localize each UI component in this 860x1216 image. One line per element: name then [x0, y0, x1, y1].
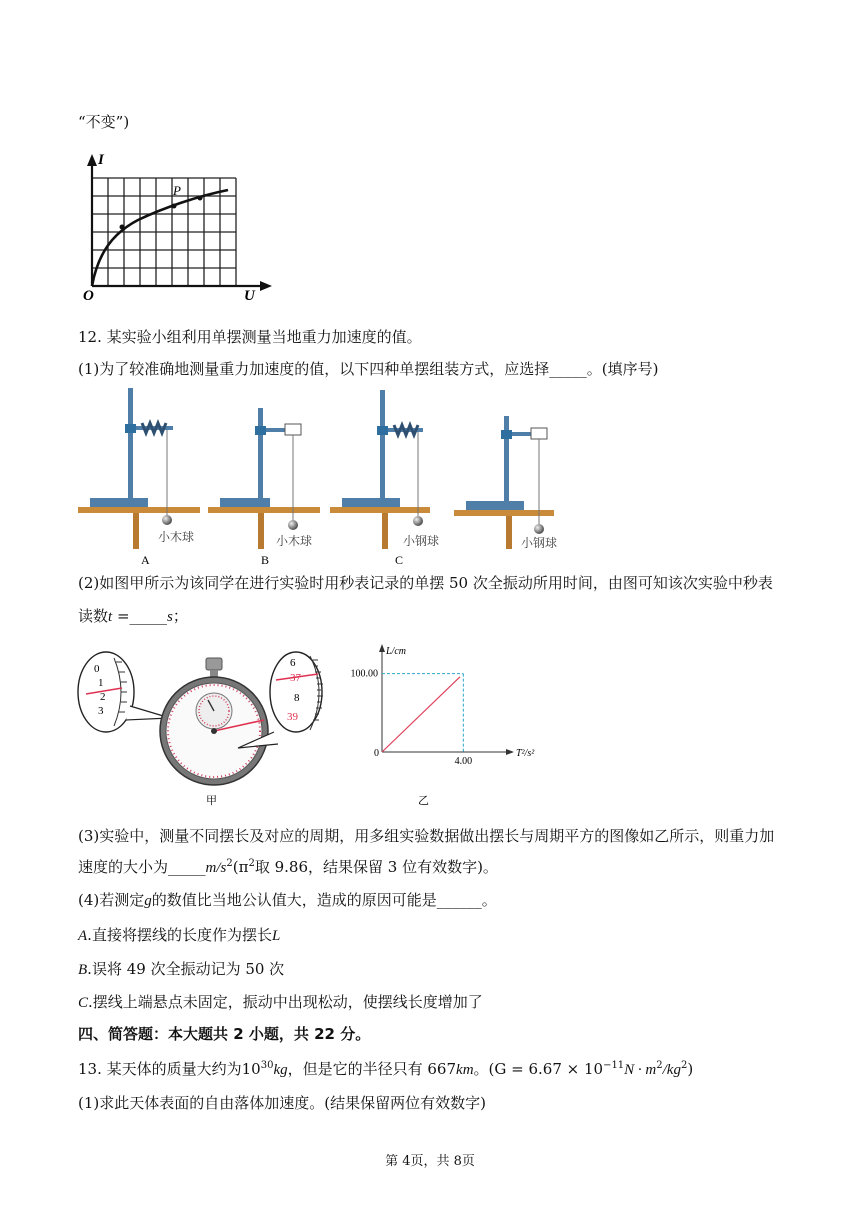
question-13-1: (1)求此天体表面的自由落体加速度。(结果保留两位有效数字): [78, 1094, 486, 1112]
min-tick-3: 3: [98, 705, 104, 717]
length-period-chart: [350, 640, 540, 810]
stopwatch-caption: 甲: [206, 795, 217, 807]
pendulum-a: [78, 388, 200, 567]
chart-origin: 0: [374, 748, 379, 759]
data-line: [382, 677, 460, 752]
question-12-3a: (3)实验中，测量不同摆长及对应的周期，用多组实验数据做出摆长与周期平方的图像如乙所示，则重力加: [78, 827, 775, 845]
sec-tick-8: 8: [294, 692, 300, 704]
pendulum-b: [208, 408, 320, 567]
min-tick-1: 1: [98, 677, 104, 689]
question-13: 13. 某天体的质量大约为$10^{30}kg$，但是它的半径只有 667km。$(G = 6.67 \times 10^{-11}N \cdot m^2/kg^2)$: [78, 1060, 694, 1078]
pendulum-b-ball: 小木球: [276, 534, 313, 548]
pendulum-a-letter: A: [141, 553, 150, 567]
section-4-heading: 四、简答题：本大题共 2 小题，共 22 分。: [78, 1025, 371, 1043]
question-12-2b: 读数t =_____s；: [78, 607, 188, 625]
option-a: A.直接将摆线的长度作为摆长L: [78, 926, 281, 944]
chart-x-tick: 4.00: [454, 756, 473, 767]
min-tick-0: 0: [94, 663, 100, 675]
page-footer: 第 4页，共 8页: [385, 1154, 475, 1169]
min-tick-2: 2: [100, 691, 106, 703]
question-12-2a: (2)如图甲所示为该同学在进行实验时用秒表记录的单摆 50 次全振动所用时间，由图可知该次实验中秒表: [78, 574, 773, 592]
pendulum-c-letter: C: [395, 553, 404, 567]
option-c: C.摆线上端悬点未固定，振动中出现松动，使摆线长度增加了: [78, 993, 483, 1011]
pendulum-c-ball: 小钢球: [403, 534, 440, 548]
chart-x-label: T²/s²: [516, 748, 535, 759]
iu-origin: O: [83, 288, 94, 304]
sec-tick-6: 6: [290, 657, 296, 669]
iu-graph: [78, 148, 278, 304]
chart-caption: 乙: [418, 795, 429, 807]
pendulum-figures: [78, 386, 578, 568]
iu-x-label: U: [244, 288, 255, 304]
question-12-3b: 速度的大小为$\_\_\_\_\_m/s^2(\pi^2$取 9.86，结果保留 3 位有效数字)。: [78, 858, 498, 876]
chart-y-tick: 100.00: [350, 668, 378, 680]
iu-point-label: P: [173, 183, 181, 198]
question-12-4: (4)若测定g的数值比当地公认值大，造成的原因可能是______。: [78, 891, 497, 909]
pendulum-d-ball: 小钢球: [521, 536, 558, 550]
chart-y-label: L/cm: [386, 646, 406, 657]
question-12-1: (1)为了较准确地测量重力加速度的值，以下四种单摆组装方式，应选择_____。(填序号): [78, 360, 659, 378]
pendulum-b-letter: B: [261, 553, 270, 567]
iu-y-label: I: [98, 152, 104, 168]
sec-tick-37: 37: [290, 672, 301, 684]
line-bubian: “不变”): [78, 113, 130, 131]
question-12: 12. 某实验小组利用单摆测量当地重力加速度的值。: [78, 328, 422, 346]
stopwatch-figure: [78, 648, 348, 808]
pendulum-c: [330, 390, 439, 567]
pendulum-d: [454, 416, 557, 550]
option-b: B.误将 49 次全振动记为 50 次: [78, 960, 285, 978]
pendulum-a-ball: 小木球: [158, 530, 195, 544]
sec-tick-39: 39: [287, 711, 298, 723]
